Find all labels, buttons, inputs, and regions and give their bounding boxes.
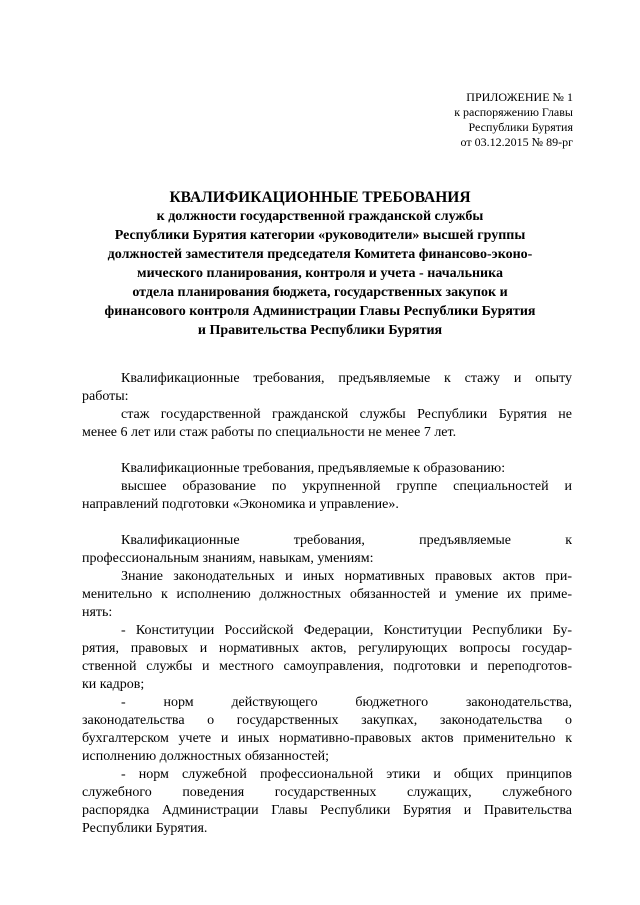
paragraph-line: работы:: [82, 389, 129, 404]
word: норм: [163, 695, 194, 710]
paragraph-line: менительно к исполнению должностных обязанностей и умение их приме-: [82, 587, 572, 602]
paragraph-line: профессиональным знаниям, навыкам, умениям:: [82, 551, 374, 566]
title-line: Республики Бурятия категории «руководители» высшей группы: [114, 228, 526, 243]
paragraph-line: высшее образование по укрупненной группе специальностей и: [121, 479, 572, 494]
title-main: КВАЛИФИКАЦИОННЫЕ ТРЕБОВАНИЯ: [169, 189, 471, 206]
word: -: [121, 695, 126, 710]
paragraph-line: Квалификационные требования, предъявляемые к стажу и опыту: [121, 371, 572, 386]
paragraph-line: распорядка Администрации Главы Республики Бурятия и Правительства: [82, 803, 572, 818]
title-line: и Правительства Республики Бурятия: [197, 323, 443, 338]
title-line: должностей заместителя председателя Комитета финансово-эконо-: [107, 247, 533, 262]
paragraph-line: направлений подготовки «Экономика и управление».: [82, 497, 399, 512]
title-line: финансового контроля Администрации Главы Республики Бурятия: [104, 304, 536, 319]
paragraph-line: рятия, правовых и нормативных актов, регулирующих вопросы государ-: [82, 641, 572, 656]
word: Квалификационные: [121, 533, 240, 548]
paragraph-line: Знание законодательных и иных нормативных правовых актов при-: [121, 569, 572, 584]
word: предъявляемые: [419, 533, 511, 548]
paragraph-line: Квалификационные требования, предъявляемые к образованию:: [121, 461, 506, 476]
paragraph-line: - Конституции Российской Федерации, Конституции Республики Бу-: [121, 623, 572, 638]
paragraph-line: [82, 694, 572, 712]
annex-order-ref: к распоряжению Главы: [454, 105, 573, 119]
word: бюджетного: [355, 695, 429, 710]
paragraph-line: ственной службы и местного самоуправления, подготовки и переподготов-: [82, 659, 572, 674]
paragraph-line: законодательства о государственных закупках, законодательства о: [82, 713, 572, 728]
document-title: [60, 188, 580, 340]
word: законодательства,: [465, 695, 572, 710]
document-body: [82, 370, 572, 838]
word: действующего: [231, 695, 318, 710]
title-line: к должности государственной гражданской службы: [156, 209, 484, 224]
annex-number: ПРИЛОЖЕНИЕ № 1: [466, 90, 573, 104]
title-line: отдела планирования бюджета, государственных закупок и: [132, 285, 508, 300]
paragraph-line: стаж государственной гражданской службы Республики Бурятия не: [121, 407, 572, 422]
paragraph-line: исполнению должностных обязанностей;: [82, 749, 330, 764]
paragraph-line: - норм служебной профессиональной этики и общих принципов: [121, 767, 572, 782]
paragraph-line: [82, 532, 572, 550]
word: к: [565, 533, 572, 548]
paragraph-line: служебного поведения государственных служащих, служебного: [82, 785, 572, 800]
word: требования,: [293, 533, 365, 548]
annex-date: от 03.12.2015 № 89-рг: [460, 135, 573, 149]
title-line: мического планирования, контроля и учета - начальника: [137, 266, 503, 281]
paragraph-line: нять:: [82, 605, 113, 620]
paragraph-line: бухгалтерском учете и иных нормативно-правовых актов применительно к: [82, 731, 572, 746]
paragraph-line: ки кадров;: [82, 677, 145, 692]
paragraph-line: Республики Бурятия.: [82, 821, 208, 836]
annex-republic: Республики Бурятия: [468, 120, 573, 134]
annex-header: [420, 90, 573, 150]
paragraph-line: менее 6 лет или стаж работы по специальности не менее 7 лет.: [82, 425, 457, 440]
